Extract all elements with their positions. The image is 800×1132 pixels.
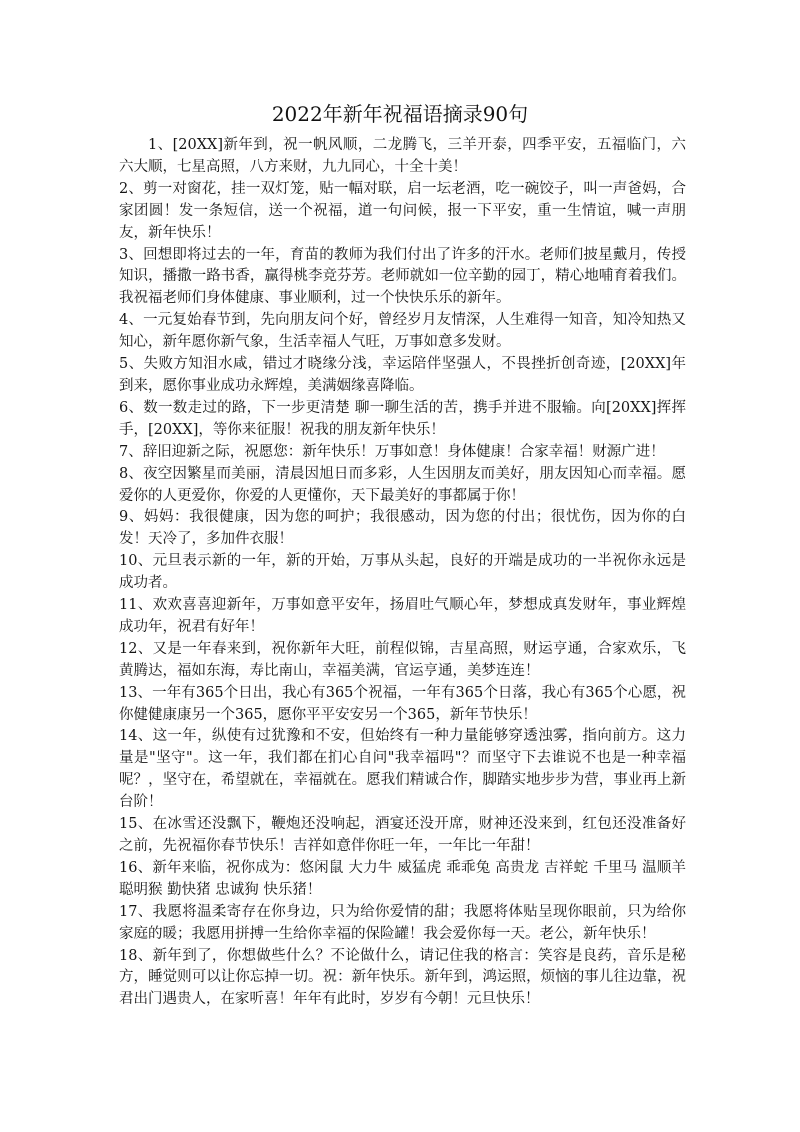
paragraph-6: 6、数一数走过的路，下一步更清楚 聊一聊生活的苦，携手并进不服输。向[20XX]挥挥手，[20XX]，等你来征服！祝我的朋友新年快乐！ — [119, 399, 686, 438]
paragraph-11: 11、欢欢喜喜迎新年，万事如意平安年，扬眉吐气顺心年，梦想成真发财年，事业辉煌成功年，祝君有好年！ — [119, 597, 686, 635]
paragraph-7: 7、辞旧迎新之际，祝愿您：新年快乐！万事如意！身体健康！合家幸福！财源广进！ — [119, 443, 665, 460]
paragraph-16: 16、新年来临，祝你成为：悠闲鼠 大力牛 威猛虎 乖乖兔 高贵龙 吉祥蛇 千里马 温顺羊 聪明猴 勤快猪 忠诚狗 快乐猪！ — [119, 859, 686, 898]
paragraph-13: 13、一年有365个日出，我心有365个祝福，一年有365个日落，我心有365个心愿，祝你健健康康另一个365，愿你平平安安另一个365，新年节快乐！ — [119, 684, 686, 723]
paragraph-15: 15、在冰雪还没飘下，鞭炮还没响起，酒宴还没开席，财神还没来到，红包还没准备好之前，先祝福你春节快乐！吉祥如意伴你旺一年，一年比一年甜！ — [119, 816, 686, 854]
document-body — [119, 135, 686, 1011]
paragraph-14: 14、这一年，纵使有过犹豫和不安，但始终有一种力量能够穿透浊雾，指向前方。这力量是"坚守"。这一年，我们都在扪心自问"我幸福吗"？而坚守下去谁说不也是一种幸福呢？，坚守在，希望就在，幸福就在。愿我们精诚合作，脚踏实地步步为营，事业再上新台阶！ — [119, 728, 686, 811]
document-title: 2022年新年祝福语摘录90句 — [271, 102, 529, 126]
paragraph-12: 12、又是一年春来到，祝你新年大旺，前程似锦，吉星高照，财运亨通，合家欢乐，飞黄腾达，福如东海，寿比南山，幸福美满，官运亨通，美梦连连！ — [119, 640, 686, 679]
paragraph-17: 17、我愿将温柔寄存在你身边，只为给你爱情的甜；我愿将体贴呈现你眼前，只为给你家庭的暖；我愿用拼搏一生给你幸福的保险罐！我会爱你每一天。老公，新年快乐！ — [119, 903, 686, 942]
paragraph-10: 10、元旦表示新的一年，新的开始，万事从头起，良好的开端是成功的一半祝你永远是成功者。 — [119, 553, 686, 592]
paragraph-2: 2、剪一对窗花，挂一双灯笼，贴一幅对联，启一坛老酒，吃一碗饺子，叫一声爸妈，合家团圆！发一条短信，送一个祝福，道一句问候，报一下平安，重一生情谊，喊一声朋友，新年快乐！ — [119, 180, 686, 241]
paragraph-4: 4、一元复始春节到，先向朋友问个好，曾经岁月友情深，人生难得一知音，知冷知热又知心，新年愿你新气象，生活幸福人气旺，万事如意多发财。 — [119, 312, 686, 351]
paragraph-8: 8、夜空因繁星而美丽，清晨因旭日而多彩，人生因朋友而美好，朋友因知心而幸福。愿爱你的人更爱你，你爱的人更懂你，天下最美好的事都属于你！ — [119, 465, 686, 504]
paragraph-5: 5、失败方知泪水咸，错过才晓缘分浅，幸运陪伴坚强人，不畏挫折创奇迹，[20XX]年到来，愿你事业成功永辉煌，美满姻缘喜降临。 — [119, 356, 686, 394]
paragraph-1: 1、[20XX]新年到，祝一帆风顺，二龙腾飞，三羊开泰，四季平安，五福临门，六六大顺，七星高照，八方来财，九九同心，十全十美！ — [119, 137, 686, 175]
paragraph-18: 18、新年到了，你想做些什么？不论做什么，请记住我的格言：笑容是良药，音乐是秘方，睡觉则可以让你忘掉一切。祝：新年快乐。新年到，鸿运照，烦恼的事儿往边靠，祝君出门遇贵人，在家听喜！年年有此时，岁岁有今朝！元旦快乐！ — [119, 947, 686, 1008]
paragraph-9: 9、妈妈：我很健康，因为您的呵护；我很感动，因为您的付出；很忧伤，因为你的白发！天冷了，多加件衣服！ — [119, 509, 686, 548]
paragraph-3: 3、回想即将过去的一年，育苗的教师为我们付出了许多的汗水。老师们披星戴月，传授知识，播撒一路书香，赢得桃李竞芬芳。老师就如一位辛勤的园丁，精心地哺育着我们。我祝福老师们身体健康、事业顺利，过一个快快乐乐的新年。 — [119, 246, 686, 307]
